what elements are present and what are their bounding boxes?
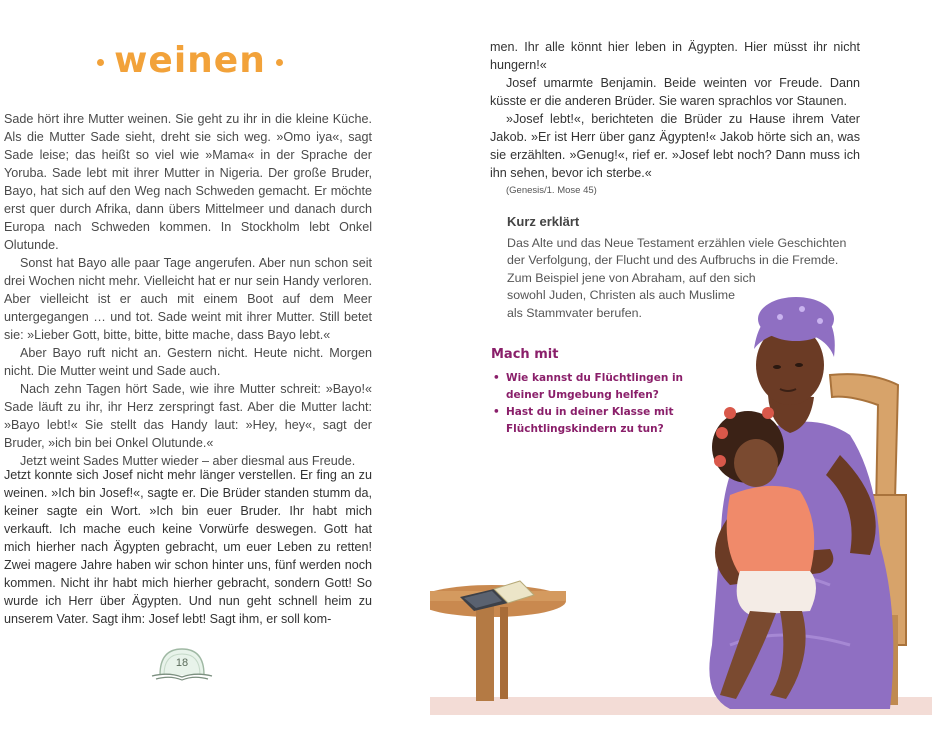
story-sade bbox=[4, 110, 372, 470]
title-dot-right bbox=[276, 59, 283, 66]
bible-citation: (Genesis/1. Mose 45) bbox=[506, 185, 597, 196]
story-sade-paragraph: Nach zehn Tagen hört Sade, wie ihre Mutter schreit: »Bayo!« Sade läuft zu ihr, ihr Herz zerspringt fast. Aber die Mutter lacht: »Bayo lebt!« Sie stellt das Handy laut: »Hey, hey«, sagt der Bruder, »ich bin bei Onkel Olutunde.« bbox=[4, 382, 372, 450]
kurz-erklaert-line: als Stammvater berufen. bbox=[507, 305, 642, 320]
story-sade-paragraph: Jetzt weint Sades Mutter wieder – aber diesmal aus Freude. bbox=[20, 454, 356, 468]
title-dot-left bbox=[97, 59, 104, 66]
story-sade-paragraph: Aber Bayo ruft nicht an. Gestern nicht. Heute nicht. Morgen nicht. Die Mutter weint und Sade auch. bbox=[4, 346, 372, 378]
story-josef-paragraph: men. Ihr alle könnt hier leben in Ägypten. Hier müsst ihr nicht hungern!« bbox=[490, 40, 860, 72]
chapter-title-text: weinen bbox=[114, 40, 266, 81]
mach-mit-item: • Wie kannst du Flüchtlingen in deiner Umgebung helfen? bbox=[491, 370, 691, 404]
kurz-erklaert-line: der Verfolgung, der Flucht und des Aufbruchs in die Fremde. bbox=[507, 253, 839, 268]
story-josef-paragraph: Josef umarmte Benjamin. Beide weinten vor Freude. Dann küsste er die anderen Brüder. Sie waren sprachlos vor Staunen. bbox=[490, 76, 860, 108]
mach-mit-item: • Hast du in deiner Klasse mit Flüchtlingskindern zu tun? bbox=[491, 404, 691, 438]
kurz-erklaert-line: Das Alte und das Neue Testament erzählen viele Geschichten bbox=[507, 236, 847, 250]
story-josef-continued bbox=[490, 38, 860, 200]
mach-mit-heading: Mach mit bbox=[491, 347, 559, 362]
mother-daughter-illustration bbox=[430, 285, 932, 715]
kurz-erklaert-heading: Kurz erklärt bbox=[507, 214, 580, 229]
story-sade-paragraph: Sade hört ihre Mutter weinen. Sie geht zu ihr in die kleine Küche. Als die Mutter Sade sieht, dreht sie sich weg. »Omo iya«, sagt Sade leise; das heißt so viel wie »Mama« in der Sprache der Yoruba. Sade lebt mit ihrer Mutter in Nigeria. Der große Bruder, Bayo, hat sich auf den Weg nach Schweden gemacht. Er möchte erst quer durch Afrika, dann übers Mittelmeer und danach durch Europa nach Schweden kommen. In Stockholm lebt Onkel Olutunde. bbox=[4, 112, 372, 252]
story-sade-paragraph: Sonst hat Bayo alle paar Tage angerufen. Aber nun schon seit drei Wochen nicht mehr. Vielleicht hat er nur sein Handy verloren. Aber vielleicht ist er auch mit einem Boot auf dem Meer untergegangen … und tot. Sade weint mit ihrer Mutter. Still betet sie: »Lieber Gott, bitte, bitte, bitte mache, dass Bayo lebt.« bbox=[4, 256, 372, 342]
page-number: 18 bbox=[175, 657, 189, 669]
chapter-title bbox=[0, 40, 380, 81]
story-josef bbox=[4, 466, 372, 628]
kurz-erklaert-line: Zum Beispiel jene von Abraham, auf den sich bbox=[507, 270, 756, 285]
story-josef-paragraph: Jetzt konnte sich Josef nicht mehr länger verstellen. Er fing an zu weinen. »Ich bin Josef!«, sagte er. Die Brüder standen stumm da, keiner sagte ein Wort. »Ich bin euer Bruder. Ihr habt mich verkauft. Ich mache euch keine Vorwürfe deswegen. Gott hat mich hierher nach Ägypten gebracht, um euer Leben zu retten! Zwei magere Jahre haben wir schon hinter uns, fünf werden noch kommen. Nicht ihr habt mich hierher gebracht, sondern Gott! So wurde ich Herr über Ägypten. Und nun geht schnell heim zu unserem Vater. Sagt ihm: Josef lebt! Sagt ihm, er soll kom- bbox=[4, 468, 372, 626]
story-josef-paragraph: »Josef lebt!«, berichteten die Brüder zu Hause ihrem Vater Jakob. »Er ist Herr über ganz Ägypten!« Jakob hörte sich an, was sie erzählten. »Genug!«, rief er. »Josef lebt noch? Dann muss ich ihn sehen, bevor ich sterbe.« bbox=[490, 112, 860, 180]
right-page bbox=[470, 0, 932, 745]
kurz-erklaert-line: sowohl Juden, Christen als auch Muslime bbox=[507, 288, 735, 303]
